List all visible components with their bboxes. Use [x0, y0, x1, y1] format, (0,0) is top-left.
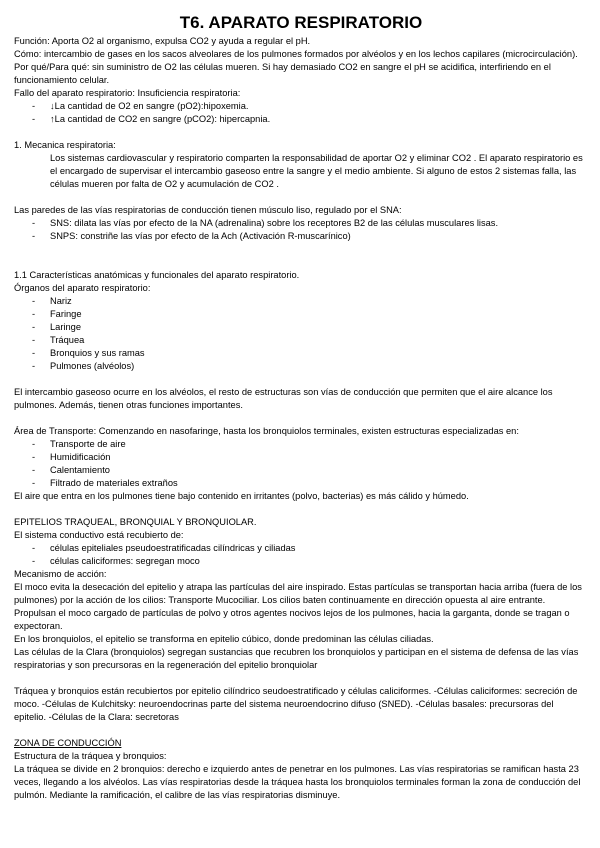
sistema-text: El sistema conductivo está recubierto de:: [14, 530, 184, 540]
list-item: - células caliciformes: segregan moco: [14, 555, 588, 568]
list-item: - Humidificación: [14, 451, 588, 464]
caracteristicas-heading: 1.1 Características anatómicas y funcionales del aparato respiratorio.: [14, 270, 300, 280]
bronquiolos-text: En los bronquiolos, el epitelio se transforma en epitelio cúbico, donde predominan las células ciliadas.: [14, 634, 434, 644]
list-item: - Nariz: [14, 295, 588, 308]
list-item: - ↓La cantidad de O2 en sangre (pO2):hipoxemia.: [14, 100, 588, 113]
como-text: Cómo: intercambio de gases en los sacos alveolares de los pulmones formados por alvéolos y en los lechos capilares (microcirculación).: [14, 49, 578, 59]
list-item: - Laringe: [14, 321, 588, 334]
mecanica-text: Los sistemas cardiovascular y respiratorio comparten la responsabilidad de aportar O2 y eliminar CO2 . El aparato respiratorio es el encargado de supervisar el intercambio gaseoso entre la sangre y el medio ambiente. Si alguno de estos 2 sistemas falla, las células mueren por falta de O2 y acumulación de CO2 .: [50, 153, 583, 189]
porque-text: Por qué/Para qué: sin suministro de O2 las células mueren. Si hay demasiado CO2 en sangre el pH se acidifica, interfiriendo en el funcionamiento celular.: [14, 62, 551, 85]
list-item: - SNPS: constriñe las vías por efecto de la Ach (Activación R-muscarínico): [14, 230, 588, 243]
list-item: - Calentamiento: [14, 464, 588, 477]
aire-text: El aire que entra en los pulmones tiene bajo contenido en irritantes (polvo, bacterias) es más cálido y húmedo.: [14, 491, 469, 501]
transporte-list: [14, 438, 588, 490]
document-page: [14, 12, 588, 802]
paredes-list: [14, 217, 588, 243]
traquea-text: Tráquea y bronquios están recubiertos por epitelio cilíndrico seudoestratificado y células caliciformes. -Células caliciformes: secreción de moco. -Células de Kulchitsky: neuroendocrinas parte del sistema neuroendocrino difuso (SNED). -Células basales: precursoras del epitelio. -Células de la Clara: secretoras: [14, 686, 578, 722]
list-item: - Filtrado de materiales extraños: [14, 477, 588, 490]
list-item: - Transporte de aire: [14, 438, 588, 451]
list-item: - Pulmones (alvéolos): [14, 360, 588, 373]
conduccion-text: La tráquea se divide en 2 bronquios: derecho e izquierdo antes de penetrar en los pulmones. Las vías respiratorias se ramifican hasta 23 veces, llegando a los alvéolos. Las vías respiratorias desde la tráquea hasta los bronquiolos terminales forman la zona de conducción del pulmón. Mediante la ramificación, el calibre de las vías respiratorias disminuye.: [14, 764, 581, 800]
list-item: - células epiteliales pseudoestratificadas cilíndricas y ciliadas: [14, 542, 588, 555]
list-item: - SNS: dilata las vías por efecto de la NA (adrenalina) sobre los receptores B2 de las células musculares lisas.: [14, 217, 588, 230]
fallo-list: [14, 100, 588, 126]
list-item: - ↑La cantidad de CO2 en sangre (pCO2): hipercapnia.: [14, 113, 588, 126]
organos-list: [14, 295, 588, 373]
fallo-text: Fallo del aparato respiratorio: Insuficiencia respiratoria:: [14, 88, 241, 98]
epitelios-heading: EPITELIOS TRAQUEAL, BRONQUIAL Y BRONQUIOLAR.: [14, 517, 257, 527]
list-item: - Faringe: [14, 308, 588, 321]
epitelios-list: [14, 542, 588, 568]
moco-text: El moco evita la desecación del epitelio y atrapa las partículas del aire inspirado. Estas partículas se transportan hacia arriba (fuera de los pulmones) por la acción de los cilios: Transporte Mucociliar. Los cilios baten continuamente en dirección opuesta al aire entrante. Propulsan el moco cargado de partículas de polvo y otros agentes nocivos lejos de los pulmones, hacia la garganta, donde se tragan o expectoran.: [14, 582, 582, 631]
list-item: - Tráquea: [14, 334, 588, 347]
estructura-label: Estructura de la tráquea y bronquios:: [14, 751, 167, 761]
mecanismo-label: Mecanismo de acción:: [14, 569, 107, 579]
intercambio-text: El intercambio gaseoso ocurre en los alvéolos, el resto de estructuras son vías de conducción que permiten que el aire alcance los pulmones. Además, tienen otras funciones importantes.: [14, 387, 553, 410]
conduccion-heading: ZONA DE CONDUCCIÓN: [14, 738, 122, 748]
list-item: - Bronquios y sus ramas: [14, 347, 588, 360]
transporte-text: Área de Transporte: Comenzando en nasofaringe, hasta los bronquiolos terminales, existen estructuras especializadas en:: [14, 426, 519, 436]
paredes-text: Las paredes de las vías respiratorias de conducción tienen músculo liso, regulado por el SNA:: [14, 205, 402, 215]
organos-label: Órganos del aparato respiratorio:: [14, 283, 151, 293]
mecanica-heading: 1. Mecanica respiratoria:: [14, 140, 116, 150]
funcion-text: Función: Aporta O2 al organismo, expulsa CO2 y ayuda a regular el pH.: [14, 36, 311, 46]
clara-text: Las células de la Clara (bronquiolos) segregan sustancias que recubren los bronquiolos y participan en el sistema de defensa de las vías respiratorias y son precursoras en la regeneración del epitelio bronquiolar: [14, 647, 579, 670]
page-title: T6. APARATO RESPIRATORIO: [179, 13, 423, 32]
